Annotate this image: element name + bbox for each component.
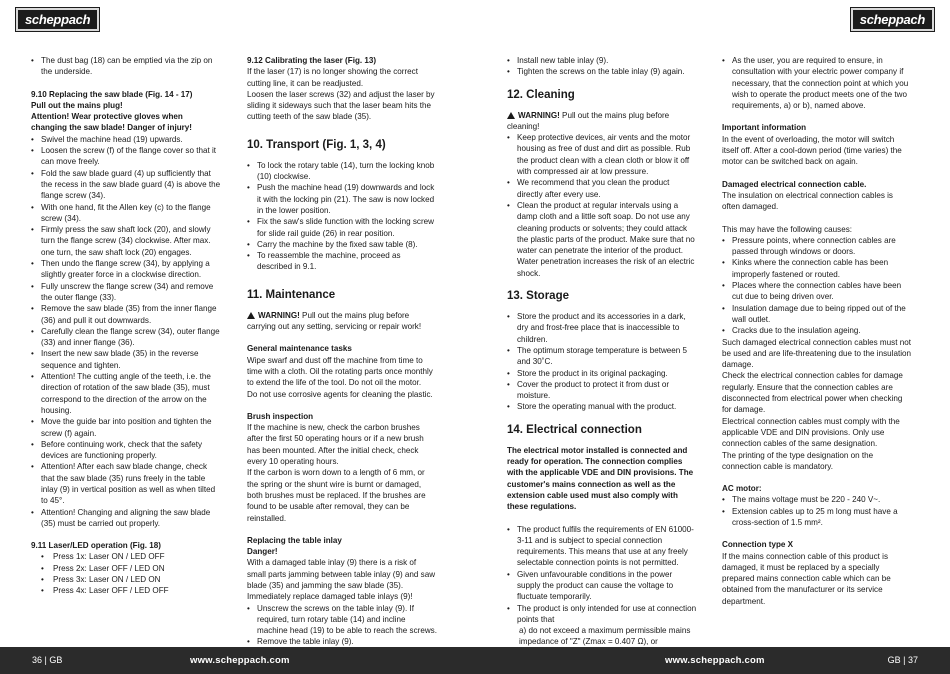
footer-bar: [0, 647, 475, 674]
list-item: • We recommend that you clean the product directly after every use.: [507, 177, 697, 200]
paragraph: If the mains connection cable of this product is damaged, it must be replaced by a specially prepared mains connection cable which can be obtained from the manufacturer or its service department.: [722, 551, 891, 606]
paragraph: With a damaged table inlay (9) there is a risk of small parts jamming between table inlay (9) and saw blade (35) and jamming the saw blade (35).: [247, 558, 436, 590]
section-title: 14. Electrical connection: [507, 423, 642, 436]
warning-label: WARNING!: [258, 310, 300, 320]
list-item: • Cracks due to the insulation ageing.: [722, 325, 912, 336]
list-item: • Store the product in its original packaging.: [507, 368, 697, 379]
danger-label: Danger!: [247, 547, 278, 557]
subheading: AC motor:: [722, 484, 762, 494]
list-item: • Attention! After each saw blade change, check that the saw blade (35) runs freely in the table inlay (9) in vertical position as well as when tilted to 45°.: [31, 461, 221, 506]
subheading: Important information: [722, 123, 807, 133]
bold-paragraph: The electrical motor installed is connected and ready for operation. The connection complies with the applicable VDE and DIN provisions. The customer's mains connection as well as the extension cable used must also comply with these regulations.: [507, 445, 694, 512]
list-item: • Swivel the machine head (19) upwards.: [31, 134, 221, 145]
column-1: [31, 55, 221, 597]
list-item: • To reassemble the machine, proceed as described in 9.1.: [247, 250, 437, 273]
list-item: • With one hand, fit the Allen key (c) to the flange screw (34).: [31, 202, 221, 225]
list-item: • Insulation damage due to being ripped out of the wall outlet.: [722, 303, 912, 326]
section-title: 11. Maintenance: [247, 288, 336, 301]
list-item: • Press 2x: Laser OFF / LED ON: [31, 563, 221, 574]
warning-message: Pull out the mains plug before cleaning!: [507, 110, 670, 131]
section-heading: 9.12 Calibrating the laser (Fig. 13): [247, 56, 377, 65]
instruction-heading: Pull out the mains plug!: [31, 100, 123, 110]
subheading: Brush inspection: [247, 411, 314, 421]
paragraph: In the event of overloading, the motor will switch itself off. After a cool-down period (time varies) the motor can be switched back on again.: [722, 134, 902, 167]
right-page: [475, 0, 950, 674]
page-number: 36 | GB: [32, 655, 63, 665]
section-heading: 9.10 Replacing the saw blade (Fig. 14 - 17): [31, 89, 193, 99]
list-item: • Before continuing work, check that the safety devices are functioning properly.: [31, 439, 221, 462]
list-item: • Carefully clean the flange screw (34), outer flange (33) and inner flange (36).: [31, 326, 221, 349]
paragraph: Immediately replace damaged table inlays (9)!: [247, 592, 413, 602]
list-item: • Then undo the flange screw (34), by applying a slightly greater force in a clockwise direction.: [31, 258, 221, 281]
section-title: 10. Transport (Fig. 1, 3, 4): [247, 138, 386, 151]
warning-icon: [507, 112, 515, 119]
paragraph: Such damaged electrical connection cables must not be used and are life-threatening due to the insulation damage.: [722, 337, 911, 370]
paragraph: If the carbon is worn down to a length of 6 mm, or the spring or the shunt wire is burnt or damaged, both brushes must be replaced. If the brushes are found to be usable after removal, they can be reinstalled.: [247, 468, 426, 523]
warning-label: WARNING!: [518, 110, 560, 120]
warning-message: Pull out the mains plug before carrying out any setting, servicing or repair work!: [247, 310, 422, 332]
paragraph: The insulation on electrical connection cables is often damaged.: [722, 190, 893, 212]
list-item: • The dust bag (18) can be emptied via the zip on the underside.: [31, 55, 221, 78]
list-item: • Press 1x: Laser ON / LED OFF: [31, 551, 221, 562]
subheading: Damaged electrical connection cable.: [722, 179, 867, 189]
list-item: • Unscrew the screws on the table inlay (9). If required, turn rotary table (14) and incline machine head (19) to be able to reach the screws.: [247, 603, 437, 637]
column-3: [507, 55, 697, 670]
subheading: General maintenance tasks: [247, 344, 352, 354]
list-item: • The product fulfils the requirements of EN 61000-3-11 and is subject to special connection requirements. This means that use at any freely selectable connection points is not permitted.: [507, 524, 697, 569]
paragraph: The printing of the type designation on the connection cable is mandatory.: [722, 450, 874, 471]
list-item: • Store the operating manual with the product.: [507, 401, 697, 412]
warning-text: [507, 110, 697, 133]
list-item: • Pressure points, where connection cables are passed through windows or doors.: [722, 235, 912, 258]
section-title: 13. Storage: [507, 290, 569, 303]
list-item: • Fold the saw blade guard (4) up sufficiently that the recess in the saw blade guard (4) is above the flange screw (34).: [31, 168, 221, 202]
list-item: • Firmly press the saw shaft lock (20), and slowly turn the flange screw (34) clockwise. After max. one turn, the saw shaft lock (20) engages.: [31, 224, 221, 258]
list-item: • Remove the saw blade (35) from the inner flange (36) and pull it out downwards.: [31, 303, 221, 326]
list-item: • Fully unscrew the flange screw (34) and remove the outer flange (33).: [31, 281, 221, 304]
website-link[interactable]: www.scheppach.com: [665, 655, 765, 666]
list-item: • Attention! The cutting angle of the teeth, i.e. the direction of rotation of the saw blade (35), must correspond to the direction of the arrow on the housing.: [31, 371, 221, 416]
list-item: • Move the guide bar into position and tighten the screw (f) again.: [31, 416, 221, 439]
list-item: • The mains voltage must be 220 - 240 V~.: [722, 494, 912, 505]
list-item: • Press 4x: Laser OFF / LED OFF: [31, 585, 221, 596]
list-item: a) do not exceed a maximum permissible mains impedance of "Z" (Zmax = 0.407 Ω), or: [519, 626, 691, 647]
list-item: • Carry the machine by the fixed saw table (8).: [247, 239, 437, 250]
paragraph: Electrical connection cables must comply with the applicable VDE and DIN provisions. Only use connection cables of the same designation.: [722, 416, 900, 449]
list-item: • Store the product and its accessories in a dark, dry and frost-free place that is inaccessible to children.: [507, 311, 697, 345]
subheading: Replacing the table inlay: [247, 535, 342, 545]
list-item: • Insert the new saw blade (35) in the reverse sequence and tighten.: [31, 348, 221, 371]
brand-logo: scheppach: [851, 8, 934, 31]
list-item: • Attention! Changing and aligning the saw blade (35) must be carried out properly.: [31, 507, 221, 530]
list-item: • Fix the saw's slide function with the locking screw for slide rail guide (26) in rear position.: [247, 216, 437, 239]
column-2: [247, 55, 437, 648]
list-item: • Keep protective devices, air vents and the motor housing as free of dust and dirt as possible. Rub the product clean with a clean cloth or blow it off with compressed air at low pressure.: [507, 132, 697, 177]
list-item: • Given unfavourable conditions in the power supply the product can cause the voltage to fluctuate temporarily.: [507, 569, 697, 603]
column-4: [722, 55, 912, 607]
page-number: GB | 37: [887, 655, 918, 665]
paragraph: If the laser (17) is no longer showing the correct cutting line, it can be readjusted.: [247, 67, 418, 88]
warning-text: [247, 310, 437, 333]
list-item: • Loosen the screw (f) of the flange cover so that it can move freely.: [31, 145, 221, 168]
list-item: • The optimum storage temperature is between 5 and 30˚C.: [507, 345, 697, 368]
list-item: • Places where the connection cables have been cut due to being driven over.: [722, 280, 912, 303]
section-title: 12. Cleaning: [507, 88, 575, 101]
warning-icon: [247, 312, 255, 319]
paragraph: This may have the following causes:: [722, 224, 853, 234]
paragraph: If the machine is new, check the carbon brushes after the first 50 operating hours or if a new brush has been mounted. After the initial check, check every 10 operating hours.: [247, 423, 424, 467]
list-item: • As the user, you are required to ensure, in consultation with your electric power company if necessary, that the connection point at which you wish to operate the product meets one of the two requirements, a) or b), named above.: [722, 55, 912, 111]
paragraph: Loosen the laser screws (32) and adjust the laser by sliding it sideways such that the laser beam hits the cutting teeth of the saw blade (35).: [247, 89, 435, 122]
brand-logo: scheppach: [16, 8, 99, 31]
list-item: • Push the machine head (19) downwards and lock it with the locking pin (21). The saw is now locked in the lower position.: [247, 182, 437, 216]
paragraph: Do not use corrosive agents for cleaning the plastic.: [247, 389, 433, 399]
list-item: • Tighten the screws on the table inlay (9) again.: [507, 66, 697, 77]
footer-bar: [475, 647, 950, 674]
list-item: • Cover the product to protect it from dust or moisture.: [507, 379, 697, 402]
list-item: • Press 3x: Laser ON / LED ON: [31, 574, 221, 585]
paragraph: Check the electrical connection cables for damage regularly. Ensure that the connection cables are disconnected from electrical power when checking for damage.: [722, 371, 903, 415]
list-item: • Install new table inlay (9).: [507, 55, 697, 66]
website-link[interactable]: www.scheppach.com: [190, 655, 290, 666]
section-heading: 9.11 Laser/LED operation (Fig. 18): [31, 541, 161, 551]
list-item: • Remove the table inlay (9).: [247, 636, 437, 647]
paragraph: Wipe swarf and dust off the machine from time to time with a cloth. Oil the rotating parts once monthly to extend the life of the tool. Do not oil the motor.: [247, 355, 433, 388]
attention-heading: Attention! Wear protective gloves when changing the saw blade! Danger of injury!: [31, 112, 192, 133]
list-item: • Clean the product at regular intervals using a damp cloth and a little soft soap. Do not use any cleaning products or solvents; they could attack the plastic parts of the product. Make sure that no water can penetrate the interior of the product. Water penetration increases the risk of an electric shock.: [507, 200, 697, 279]
list-item: • Extension cables up to 25 m long must have a cross-section of 1.5 mm².: [722, 506, 912, 529]
list-item: • To lock the rotary table (14), turn the locking knob (10) clockwise.: [247, 160, 437, 183]
subheading: Connection type X: [722, 540, 794, 550]
list-item: • Kinks where the connection cable has been improperly fastened or routed.: [722, 257, 912, 280]
list-item: • The product is only intended for use at connection points that: [507, 603, 697, 626]
